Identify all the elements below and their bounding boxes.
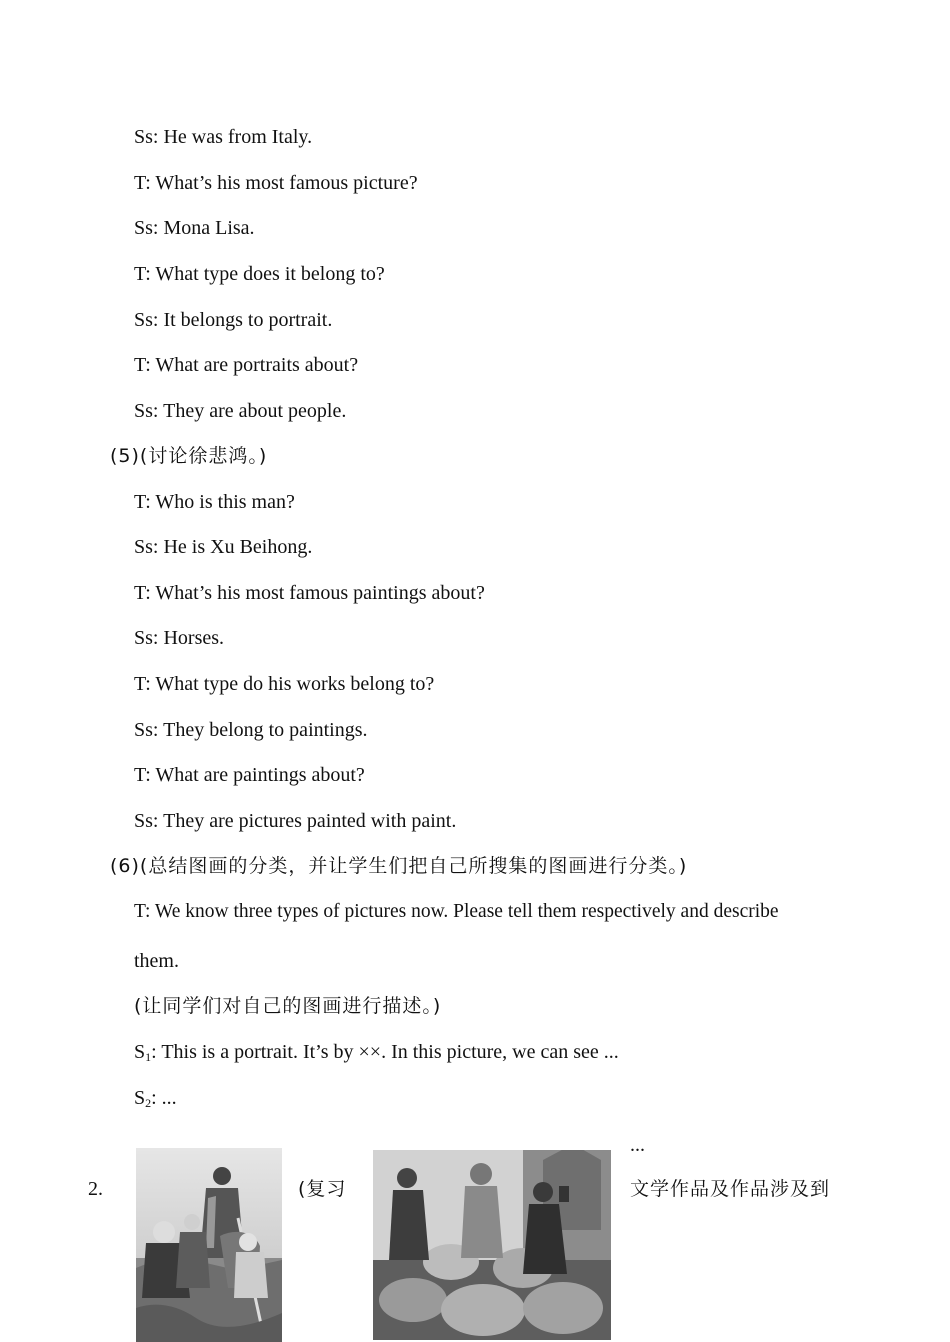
line-7: Ss: They are about people. [134,400,347,422]
line-4: T: What type does it belong to? [134,263,385,285]
photo-pumpkin-patch-group [373,1150,611,1340]
line-s1: $S_1$: This is a portrait. It’s by ××. In this picture, we can see ... [134,1041,619,1064]
line-s2: $S_2$: ... [134,1087,177,1110]
section-6-heading: (6)(总结图画的分类，并让学生们把自己所搜集的图画进行分类。) [110,855,688,877]
line-15: T: What are paintings about? [134,764,365,786]
line-6: T: What are portraits about? [134,354,359,376]
line-13: T: What type do his works belong to? [134,673,435,695]
ellipsis: ... [630,1134,645,1156]
item-2-text-b: 文学作品及作品涉及到 [630,1178,831,1200]
line-2: T: What’s his most famous picture? [134,172,418,194]
line-20: (让同学们对自己的图画进行描述。) [134,995,442,1017]
line-16: Ss: They are pictures painted with paint. [134,810,457,832]
line-1: Ss: He was from Italy. [134,126,313,148]
line-18: T: We know three types of pictures now. Please tell them respectively and describe [134,901,779,922]
line-3: Ss: Mona Lisa. [134,217,255,239]
item-2-text-a: (复习 [298,1178,347,1200]
section-5-heading: (5)(讨论徐悲鸿。) [110,445,268,467]
line-5: Ss: It belongs to portrait. [134,309,333,331]
item-2-number: 2. [88,1178,103,1200]
photo-medieval-group [136,1148,282,1342]
line-19: them. [134,950,179,972]
line-11: T: What’s his most famous paintings about? [134,582,485,604]
line-14: Ss: They belong to paintings. [134,719,368,741]
line-12: Ss: Horses. [134,627,225,649]
line-9: T: Who is this man? [134,491,295,513]
line-10: Ss: He is Xu Beihong. [134,536,313,558]
